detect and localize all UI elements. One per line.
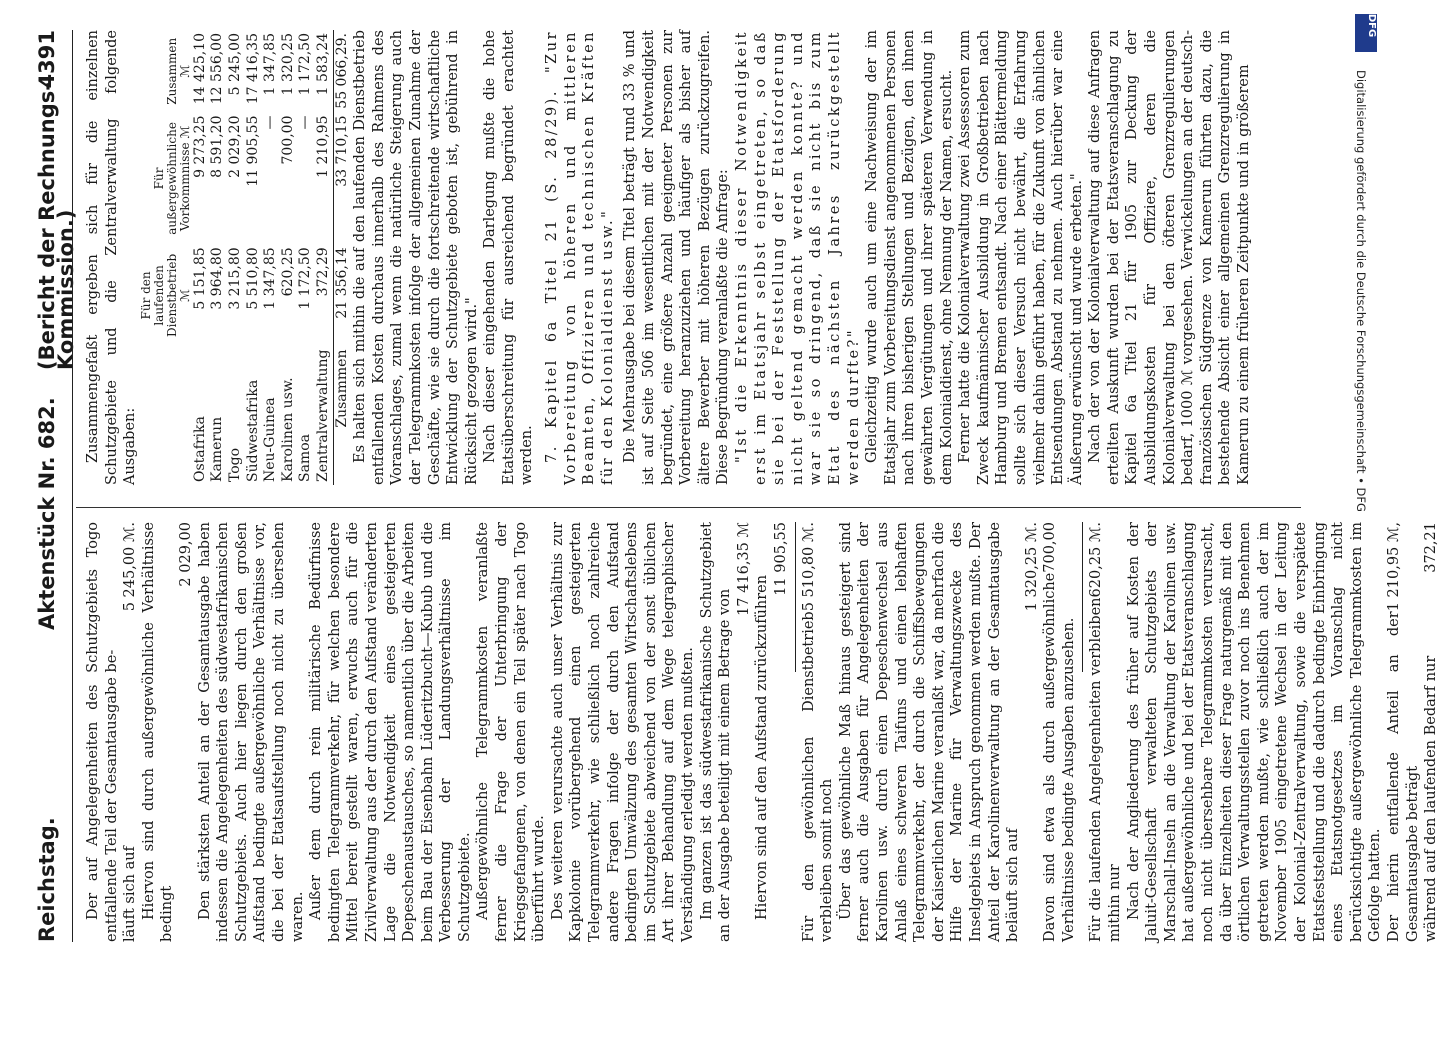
- table-row: Ostafrika 5 151,85 9 273,25 14 425,10: [191, 33, 208, 482]
- page-header: [30, 30, 78, 960]
- table-header: [140, 347, 192, 486]
- table-row: Kamerun 3 964,80 8 591,20 12 556,00: [209, 33, 226, 482]
- paragraph: "Ist die Erkenntnis dieser Notwendigkeit erst im Etatsjahr selbst eingetreten, so daß sie bei der Feststellung der Etatsforderung nicht geltend gemacht werden konnte? und war sie so dringend, daß sie nicht bis zum Etat des nächsten Jahres zurückgestellt werden durfte?": [734, 30, 862, 485]
- paragraph: Nach dieser eingehenden Darlegung mußte die hohe Etatsüberschreitung für ausreichend begründet erachtet werden.: [482, 30, 536, 485]
- header-subtitle: (Bericht der Rechnungs-Kommission.): [35, 81, 78, 370]
- table-row: Togo 3 215,80 2 029,20 5 245,00: [226, 33, 243, 482]
- table-row: Karolinen usw. 620,25 700,00 1 320,25: [279, 33, 296, 482]
- table-header-row: [140, 30, 192, 485]
- dfg-logo: DFG: [1355, 14, 1377, 52]
- table-header: Für außergewöhnliche Vorkommnisse ℳ: [151, 122, 192, 235]
- amount-line: Der hierin entfallende Anteil an der Gesamtausgabe beträgt 1 210,95 ℳ,: [1385, 522, 1421, 942]
- amount-line: läuft sich auf 5 245,00 ℳ.: [122, 522, 139, 942]
- amount: 17 416,35 ℳ: [735, 522, 752, 616]
- paragraph: Gleichzeitig wurde auch um eine Nachweisung der im Etatsjahr zum Vorbereitungsdienst angenommenen Personen nach ihren bisherigen Stellungen und Bezügen, den ihnen gewährten Vergütungen und ihrer späteren Verwendung in dem Kolonialdienst, ohne Nennung der Namen, ersucht.: [864, 30, 955, 485]
- paragraph: Des weiteren verursachte auch unser Verhältnis zur Kapkolonie vorübergehend einen gesteigerten Telegrammverkehr, wie schließlich noch zahlreiche andere Fragen infolge der durch den Aufstand bedingten Umwälzung des gesamten Wirtschaftslebens im Schutzgebiete abweichend von der sonst üblichen Art ihrer Behandlung auf dem Wege telegraphischer Verständigung erledigt werden mußten.: [549, 522, 696, 942]
- section-heading: 7. Kapitel 6a Titel 21 (S. 28/29). "Zur Vorbereitung von höheren und mittleren Beamten, Offizieren und technischen Kräften für den Kolonialdienst usw.": [544, 30, 616, 485]
- paragraph: Nach der von der Kolonialverwaltung auf diese Anfragen erteilten Auskunft wurden bei der Etatsveranschlagung zu Kapitel 6a Titel 21 für 1905 zur Deckung der Ausbildungskosten für Offiziere, deren die Kolonialverwaltung bei den öfteren Grenzregulierungen bedarf, 1000 ℳ vorgesehen. Verwickelungen an der deutsch-französischen Südgrenze von Kamerun führten dazu, die bestehende Absicht einer allgemeinen Grenzregulierung in Kamerun zu einem früheren Zeitpunkte und in größerem: [1087, 30, 1253, 485]
- column-right: [84, 30, 1254, 485]
- expense-table: [140, 30, 351, 485]
- amount: 1 320,25 ℳ.: [1023, 522, 1040, 612]
- paragraph: Im ganzen ist das südwestafrikanische Schutzgebiet an der Ausgabe beteiligt mit einem Betrage von: [698, 522, 734, 942]
- table-row: Neu-Guinea 1 347,85 — 1 347,85: [262, 33, 279, 482]
- amount-line: Für die laufenden Angelegenheiten verbleiben mithin nur 620,25 ℳ.: [1088, 522, 1124, 942]
- digitization-credit: Digitalisierung gefördert durch die Deutsche Forschungsgemeinschaft • DFG: [1354, 70, 1368, 512]
- paragraph: Der auf Angelegenheiten des Schutzgebiets Togo entfallende Teil der Gesamtausgabe be-: [85, 522, 120, 942]
- paragraph: Zusammengefaßt ergeben sich für die einzelnen Schutzgebiete und die Zentralverwaltung folgende Ausgaben:: [85, 30, 139, 485]
- amount: 2 029,00: [177, 522, 194, 587]
- amount-line: Davon sind etwa als durch außergewöhnliche Verhältnisse bedingte Ausgaben anzusehen. 700,00: [1042, 522, 1077, 942]
- header-title: Aktenstück Nr. 682.: [35, 397, 59, 630]
- paragraph: Hiervon sind auf den Aufstand zurückzuführen: [754, 574, 771, 920]
- amount: 11 905,55: [772, 522, 789, 596]
- column-divider: [76, 507, 1301, 508]
- header-rule: [72, 30, 73, 942]
- table-header: Zusammen ℳ: [164, 37, 192, 105]
- table-header: Für den laufenden Dienstbetrieb ℳ: [138, 253, 192, 338]
- column-left: [84, 522, 1441, 942]
- paragraph: Über das gewöhnliche Maß hinaus gesteigert sind ferner auch die Ausgaben für Angelegenheiten der Karolinen usw. durch einen Depeschenwechsel aus Anlaß eines schweren Taifuns und einen lebhaften Telegrammverkehr, der durch die Schiffsbewegungen der Kaiserlichen Marine veranlaßt war, da mehrfach die Hilfe der Marine für Verwaltungszwecke des Inselgebiets in Anspruch genommen werden mußte. Der Anteil der Karolinenverwaltung an der Gesamtausgabe beläuft sich auf: [837, 522, 1022, 942]
- paragraph: Außer dem durch rein militärische Bedürfnisse bedingten Telegrammverkehr, für welchen besondere Mittel bereit gestellt waren, erwuchs auch für die Zivilverwaltung aus der durch den Aufstand veränderten Lage die Notwendigkeit eines gesteigerten Depeschenaustausches, so namentlich über die Arbeiten beim Bau der Eisenbahn Lüderitzbucht—Kubub und die Verbesserung der Landungsverhältnisse im Schutzgebiete.: [308, 522, 473, 942]
- amount-line: während auf den laufenden Bedarf nur 372,21: [1423, 522, 1440, 942]
- paragraph: Die Mehrausgabe bei diesem Titel beträgt rund 33 % und ist auf Seite 506 im wesentlichen mit der Notwendigkeit begründet, eine größere Anzahl geeigneter Personen zur Vorbereitung heranzuziehen und häufiger als bisher auf ältere Bewerber mit höheren Bezügen zurückzugreifen. Diese Begründung veranlaßte die Anfrage:: [622, 30, 732, 485]
- sum-rule: [795, 522, 796, 672]
- paragraph: Es halten sich mithin die auf den laufenden Dienstbetrieb entfallenden Kosten durchaus innerhalb des Rahmens des Voranschlages, zumal wenn die natürliche Steigerung auch der Telegrammkosten infolge der allgemeinen Zunahme der Geschäfte, wie sie durch die fortschreitende wirtschaftliche Entwicklung der Schutzgebiete geboten ist, gebührend in Rücksicht gezogen wird.": [352, 30, 480, 485]
- sum-rule: [1082, 522, 1083, 672]
- paragraph: Den stärksten Anteil an der Gesamtausgabe haben indessen die Angelegenheiten des südwestafrikanischen Schutzgebiets. Auch hier liegen durch den großen Aufstand bedingte außergewöhnliche Verhältnisse vor, die bei der Etatsaufstellung noch nicht zu übersehen waren.: [196, 522, 306, 942]
- amount-line: Für den gewöhnlichen Dienstbetrieb verbleiben somit noch 5 510,80 ℳ.: [800, 522, 836, 942]
- table-row: Südwestafrika 5 510,80 11 905,55 17 416,35: [244, 33, 261, 482]
- header-left: Reichstag.: [35, 817, 59, 942]
- paragraph: Hiervon sind durch außergewöhnliche Verhältnisse bedingt: [140, 522, 176, 942]
- table-row: Samoa 1 172,50 — 1 172,50: [297, 33, 314, 482]
- page-number: 4391: [35, 30, 59, 89]
- paragraph: Ferner hatte die Kolonialverwaltung zwei Assessoren zum Zweck kaufmännischer Ausbildung in Großbetrieben nach Hamburg und Bremen entsandt. Nach einer Blättermeldung sollte sich dieser Versuch nicht bewährt, die Erfahrung vielmehr dahin geführt haben, für die Zukunft von ähnlichen Entsendungen Abstand zu nehmen. Auch hierüber war eine Äußerung erwünscht und wurde erbeten.": [957, 30, 1085, 485]
- table-row: Zentralverwaltung 372,29 1 210,95 1 583,24: [314, 33, 331, 482]
- paragraph: Außergewöhnliche Telegrammkosten veranlaßte ferner die Frage der Unterbringung der Kriegsgefangenen, von denen ein Teil später nach Togo überführt wurde.: [475, 522, 548, 942]
- table-total-row: Zusammen 21 356,14 33 710,15 55 066,29.: [333, 30, 351, 485]
- paragraph: Nach der Angliederung des früher auf Kosten der Jaluit-Gesellschaft verwalteten Schutzgebiets der Marschall-Inseln an die Verwaltung der Karolinen usw. hat außergewöhnliche und bei der Etatsveranschlagung noch nicht übersehbare Telegrammkosten verursacht, da über Einzelheiten dieser Frage naturgemäß mit den örtlichen Verwaltungsstellen zuvor noch ins Benehmen getreten werden mußte, wie schließlich auch der im November 1905 eingetretene Wechsel in der Leitung der Kolonial-Zentralverwaltung, sowie die verspätete Etatsfeststellung und die dadurch bedingte Einbringung eines Etatsnotgesetzes im Voranschlag nicht berücksichtigte außergewöhnliche Telegrammkosten im Gefolge hatten.: [1125, 522, 1384, 942]
